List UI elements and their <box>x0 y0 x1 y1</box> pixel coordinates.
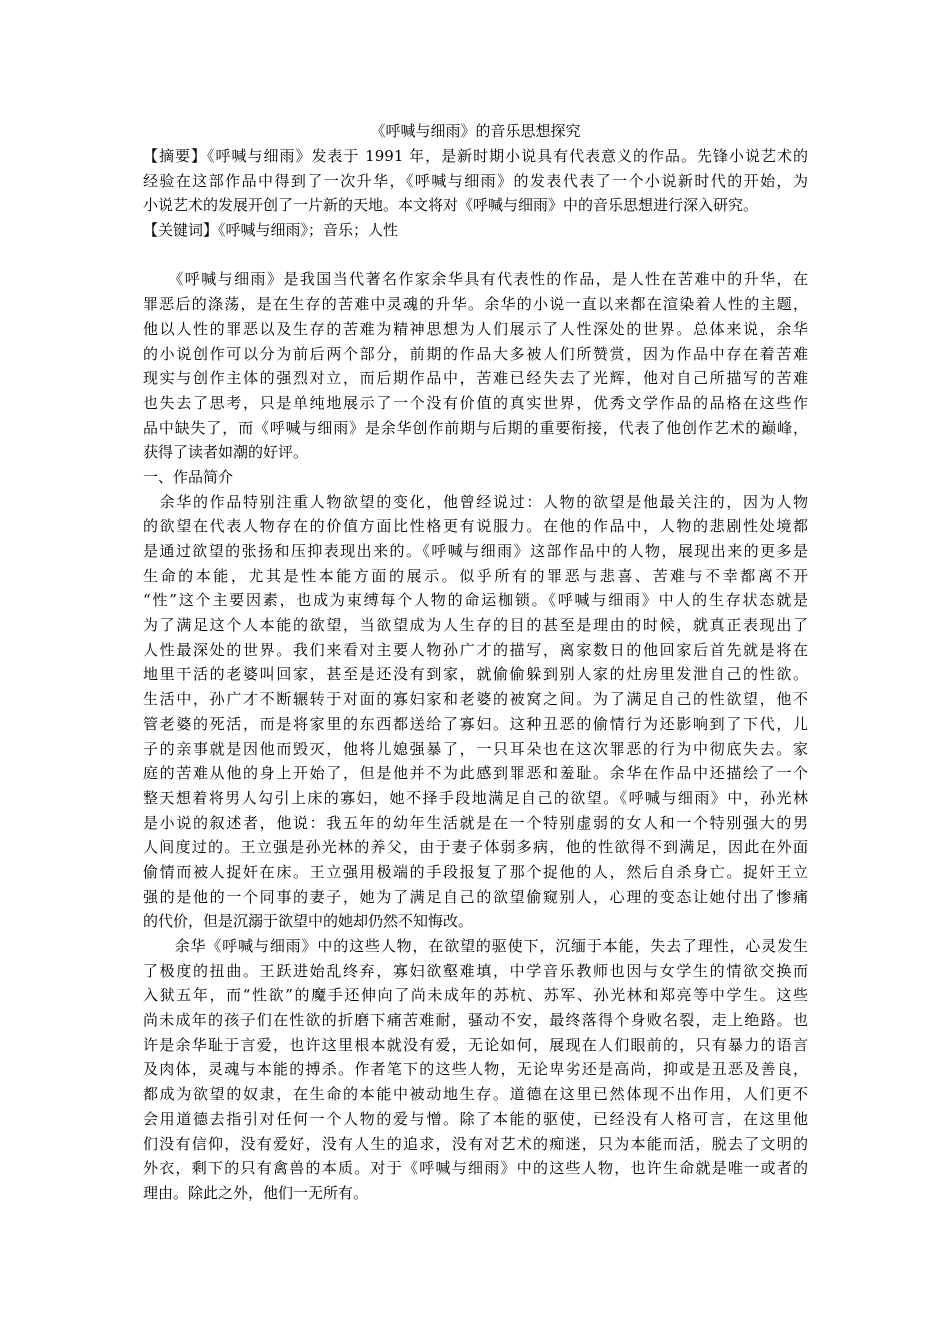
paragraph-line: 地里干活的老婆叫回家，甚至是还没有到家，就偷偷躲到别人家的灶房里发泄自己的性欲。 <box>143 665 808 684</box>
paragraph-line: 会用道德去指引对任何一个人物的爱与憎。除了本能的驱使，已经没有人格可言，在这里他 <box>143 1109 808 1128</box>
paragraph-line: 许是余华耻于言爱，也许这里根本就没有爱，无论如何，展现在人们眼前的，只有暴力的语言 <box>143 1035 808 1054</box>
paragraph-line: 罪恶后的涤荡，是在生存的苦难中灵魂的升华。余华的小说一直以来都在渲染着人性的主题， <box>143 295 808 314</box>
paragraph-line: 余华的作品特别注重人物欲望的变化，他曾经说过：人物的欲望是他最关注的，因为人物 <box>143 492 808 511</box>
paragraph-line: 及肉体，灵魂与本能的搏杀。作者笔下的这些人物，无论卑劣还是高尚，抑或是丑恶及善良， <box>143 1060 808 1079</box>
document-page <box>143 118 808 1206</box>
document-title: 《呼喊与细雨》的音乐思想探究 <box>370 122 581 140</box>
paragraph-line: 他以人性的罪恶以及生存的苦难为精神思想为人们展示了人性深处的世界。总体来说，余华 <box>143 319 808 338</box>
paragraph-line: 是通过欲望的张扬和压抑表现出来的。《呼喊与细雨》这部作品中的人物，展现出来的更多是 <box>143 542 808 560</box>
paragraph-line: 是小说的叙述者，他说：我五年的幼年生活就是在一个特别虚弱的女人和一个特别强大的男 <box>143 813 808 832</box>
paragraph-line: 的代价，但是沉溺于欲望中的她却仍然不知悔改。 <box>143 912 474 931</box>
paragraph-line: 为了满足这个人本能的欲望，当欲望成为人生存的目的甚至是理由的时候，就真正表现出了 <box>143 616 808 635</box>
section1-paragraph-1 <box>143 490 808 934</box>
paragraph-line: 理由。除此之外，他们一无所有。 <box>143 1183 369 1202</box>
paragraph-line: 人间度过的。王立强是孙光林的养父，由于妻子体弱多病，他的性欲得不到满足，因此在外面 <box>143 838 808 857</box>
paragraph-line: 生活中，孙广才不断辗转于对面的寡妇家和老婆的被窝之间。为了满足自己的性欲望，他不 <box>143 690 808 709</box>
paragraph-line: 的小说创作可以分为前后两个部分，前期的作品大多被人们所赞赏，因为作品中存在着苦难 <box>143 344 808 363</box>
paragraph-line: 们没有信仰，没有爱好，没有人生的追求，没有对艺术的痴迷，只为本能而活，脱去了文明的 <box>143 1134 808 1153</box>
paragraph-line: 尚未成年的孩子们在性欲的折磨下痛苦难耐，骚动不安，最终落得个身败名裂，走上绝路。也 <box>143 1011 808 1030</box>
paragraph-line: 获得了读者如潮的好评。 <box>143 443 309 462</box>
paragraph-line: 《呼喊与细雨》是我国当代著名作家余华具有代表性的作品，是人性在苦难中的升华，在 <box>143 270 808 289</box>
keywords: 【关键词】《呼喊与细雨》；音乐；人性 <box>143 221 399 240</box>
paragraph-line: 余华《呼喊与细雨》中的这些人物，在欲望的驱使下，沉缅于本能，失去了理性，心灵发生 <box>143 937 808 955</box>
abstract-line: 小说艺术的发展开创了一片新的天地。本文将对《呼喊与细雨》中的音乐思想进行深入研究。 <box>143 196 759 215</box>
abstract-line: 【摘要】《呼喊与细雨》发表于 1991 年，是新时期小说具有代表意义的作品。先锋小说艺术的 <box>143 147 808 165</box>
spacer <box>143 243 808 268</box>
section-heading: 一、作品简介 <box>143 467 234 486</box>
paragraph-line: 整天想着将男人勾引上床的寡妇，她不择手段地满足自己的欲望。《呼喊与细雨》中，孙光林 <box>143 788 808 807</box>
paragraph-line: 子的亲事就是因他而毁灭，他将儿媳强暴了，一只耳朵也在这次罪恶的行为中彻底失去。家 <box>143 739 808 758</box>
paragraph-line: 的欲望在代表人物存在的价值方面比性格更有说服力。在他的作品中，人物的悲剧性处境都 <box>143 517 808 536</box>
section1-paragraph-2 <box>143 934 808 1206</box>
paragraph-line: 管老婆的死活，而是将家里的东西都送给了寡妇。这种丑恶的偷情行为还影响到了下代，儿 <box>143 714 808 733</box>
paragraph-line: 品中缺失了，而《呼喊与细雨》是余华创作前期与后期的重要衔接，代表了他创作艺术的巅峰， <box>143 418 808 437</box>
paragraph-line: 了极度的扭曲。王跃进始乱终弃，寡妇欲壑难填，中学音乐教师也因与女学生的情欲交换而 <box>143 961 808 980</box>
abstract-line: 经验在这部作品中得到了一次升华，《呼喊与细雨》的发表代表了一个小说新时代的开始，为 <box>143 171 808 190</box>
paragraph-line: 人性最深处的世界。我们来看对主要人物孙广才的描写，离家数日的他回家后首先就是将在 <box>143 640 808 659</box>
paragraph-line: 生命的本能，尤其是性本能方面的展示。似乎所有的罪恶与悲喜、苦难与不幸都离不开 <box>143 566 808 585</box>
paragraph-line: 外衣，剩下的只有禽兽的本质。对于《呼喊与细雨》中的这些人物，也许生命就是唯一或者的 <box>143 1159 808 1178</box>
paragraph-line: 也失去了思考，只是单纯地展示了一个没有价值的真实世界，优秀文学作品的品格在这些作 <box>143 393 808 412</box>
paragraph-line: 庭的苦难从他的身上开始了，但是他并不为此感到罪恶和羞耻。余华在作品中还描绘了一个 <box>143 764 808 783</box>
paragraph-line: 现实与创作主体的强烈对立，而后期作品中，苦难已经失去了光辉，他对自己所描写的苦难 <box>143 369 808 388</box>
paragraph-line: 强的是他的一个同事的妻子，她为了满足自己的欲望偷窥别人，心理的变态让她付出了惨痛 <box>143 887 808 906</box>
paragraph-line: 入狱五年，而“性欲”的魔手还伸向了尚未成年的苏杭、苏军、孙光林和郑亮等中学生。这些 <box>143 986 808 1005</box>
intro-paragraph <box>143 267 808 465</box>
paragraph-line: 偷情而被人捉奸在床。王立强用极端的手段报复了那个捉他的人，然后自杀身亡。捉奸王立 <box>143 862 808 881</box>
paragraph-line: “性”这个主要因素，也成为束缚每个人物的命运枷锁。《呼喊与细雨》中人的生存状态就是 <box>143 591 808 610</box>
abstract <box>143 144 808 218</box>
paragraph-line: 都成为欲望的奴隶，在生命的本能中被动地生存。道德在这里已然体现不出作用，人们更不 <box>143 1085 808 1104</box>
